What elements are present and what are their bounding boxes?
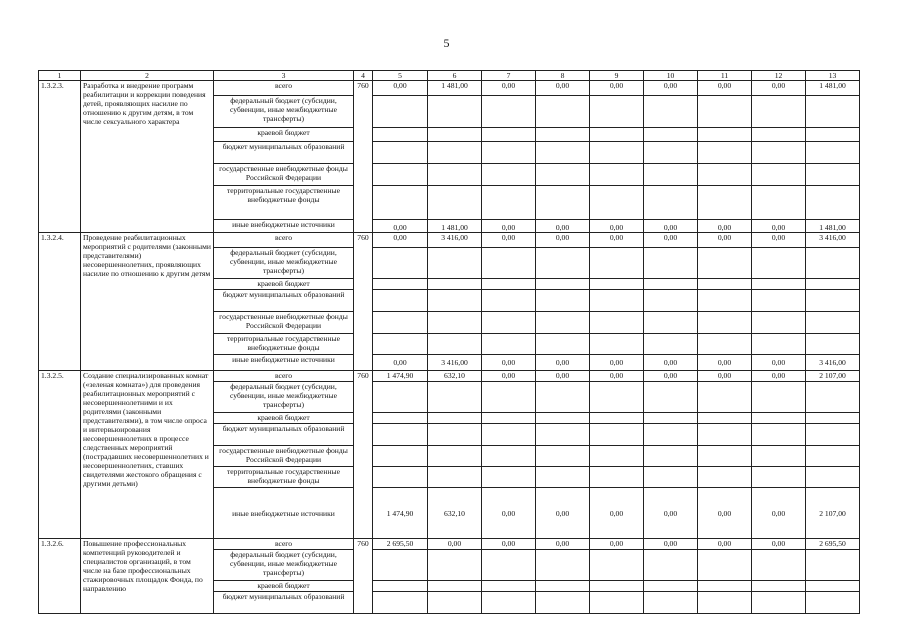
column-header: 5 bbox=[373, 71, 428, 81]
value-cell bbox=[698, 96, 752, 128]
value-cell bbox=[806, 382, 860, 413]
row-code: 1.3.2.5. bbox=[39, 371, 81, 539]
value-cell bbox=[698, 467, 752, 488]
row-col4: 760 bbox=[354, 81, 373, 233]
value-cell bbox=[373, 248, 428, 279]
value-cell bbox=[644, 164, 698, 186]
value-cell bbox=[806, 581, 860, 592]
value-cell bbox=[752, 186, 806, 220]
value-cell bbox=[373, 382, 428, 413]
value-cell bbox=[698, 446, 752, 467]
value-cell bbox=[428, 142, 482, 164]
value-cell: 2 695,50 bbox=[373, 539, 428, 550]
table-row bbox=[39, 539, 860, 550]
funding-source: государственные внебюджетные фонды Российской Федерации bbox=[214, 446, 354, 467]
value-cell bbox=[752, 413, 806, 424]
value-cell bbox=[482, 164, 536, 186]
value-cell bbox=[536, 248, 590, 279]
value-cell bbox=[806, 164, 860, 186]
value-cell: 0,00 bbox=[482, 81, 536, 96]
funding-source: краевой бюджет bbox=[214, 413, 354, 424]
value-cell bbox=[590, 142, 644, 164]
column-header: 3 bbox=[214, 71, 354, 81]
table-row bbox=[39, 233, 860, 248]
funding-source: государственные внебюджетные фонды Российской Федерации bbox=[214, 164, 354, 186]
value-cell: 0,00 bbox=[644, 539, 698, 550]
value-cell bbox=[644, 550, 698, 581]
value-cell bbox=[644, 592, 698, 614]
funding-source: краевой бюджет bbox=[214, 279, 354, 290]
value-cell bbox=[482, 128, 536, 142]
column-header: 13 bbox=[806, 71, 860, 81]
value-cell bbox=[698, 186, 752, 220]
value-cell bbox=[373, 279, 428, 290]
funding-source: территориальные государственные внебюджетные фонды bbox=[214, 186, 354, 220]
column-header: 7 bbox=[482, 71, 536, 81]
value-cell bbox=[590, 334, 644, 355]
value-cell bbox=[428, 164, 482, 186]
value-cell: 0,00 bbox=[482, 539, 536, 550]
funding-source: федеральный бюджет (субсидии, субвенции, иные межбюджетные трансферты) bbox=[214, 248, 354, 279]
value-cell bbox=[806, 413, 860, 424]
value-cell: 3 416,00 bbox=[806, 355, 860, 371]
row-name: Проведение реабилитационных мероприятий с родителями (законными представителями) несовершеннолетних, проявляющих насилие по отношению к другим детям bbox=[81, 233, 214, 371]
funding-source: краевой бюджет bbox=[214, 581, 354, 592]
value-cell: 1 474,90 bbox=[373, 488, 428, 539]
value-cell: 0,00 bbox=[698, 539, 752, 550]
value-cell bbox=[644, 142, 698, 164]
column-header: 1 bbox=[39, 71, 81, 81]
value-cell bbox=[536, 96, 590, 128]
row-code: 1.3.2.4. bbox=[39, 233, 81, 371]
value-cell: 0,00 bbox=[698, 371, 752, 382]
value-cell bbox=[806, 186, 860, 220]
funding-source: всего bbox=[214, 81, 354, 96]
value-cell bbox=[482, 446, 536, 467]
value-cell bbox=[752, 592, 806, 614]
value-cell bbox=[644, 446, 698, 467]
value-cell: 2 107,00 bbox=[806, 371, 860, 382]
value-cell: 0,00 bbox=[752, 539, 806, 550]
value-cell: 1 481,00 bbox=[806, 81, 860, 96]
value-cell bbox=[806, 312, 860, 334]
value-cell bbox=[698, 592, 752, 614]
funding-source: бюджет муниципальных образований bbox=[214, 290, 354, 312]
value-cell bbox=[644, 581, 698, 592]
value-cell: 632,10 bbox=[428, 488, 482, 539]
page-number: 5 bbox=[443, 36, 450, 50]
value-cell bbox=[644, 382, 698, 413]
value-cell bbox=[536, 334, 590, 355]
value-cell: 3 416,00 bbox=[428, 233, 482, 248]
value-cell: 1 481,00 bbox=[806, 220, 860, 233]
value-cell bbox=[428, 334, 482, 355]
value-cell bbox=[373, 424, 428, 446]
value-cell: 0,00 bbox=[536, 220, 590, 233]
value-cell bbox=[428, 424, 482, 446]
value-cell bbox=[698, 164, 752, 186]
value-cell: 0,00 bbox=[644, 371, 698, 382]
value-cell bbox=[482, 467, 536, 488]
funding-source: территориальные государственные внебюджетные фонды bbox=[214, 334, 354, 355]
value-cell bbox=[428, 413, 482, 424]
funding-source: федеральный бюджет (субсидии, субвенции, иные межбюджетные трансферты) bbox=[214, 550, 354, 581]
value-cell: 0,00 bbox=[698, 488, 752, 539]
value-cell bbox=[698, 334, 752, 355]
value-cell: 3 416,00 bbox=[806, 233, 860, 248]
value-cell bbox=[373, 581, 428, 592]
value-cell bbox=[536, 382, 590, 413]
value-cell bbox=[752, 581, 806, 592]
value-cell bbox=[644, 96, 698, 128]
value-cell bbox=[752, 550, 806, 581]
value-cell bbox=[644, 279, 698, 290]
value-cell bbox=[590, 164, 644, 186]
value-cell bbox=[428, 592, 482, 614]
value-cell: 0,00 bbox=[590, 488, 644, 539]
value-cell bbox=[373, 592, 428, 614]
value-cell bbox=[698, 424, 752, 446]
value-cell bbox=[698, 413, 752, 424]
value-cell: 0,00 bbox=[482, 233, 536, 248]
value-cell bbox=[752, 312, 806, 334]
value-cell bbox=[644, 334, 698, 355]
value-cell: 0,00 bbox=[482, 371, 536, 382]
value-cell bbox=[428, 467, 482, 488]
value-cell: 1 474,90 bbox=[373, 371, 428, 382]
value-cell bbox=[698, 290, 752, 312]
row-name: Повышение профессиональных компетенций руководителей и специалистов организаций, в том числе на базе профессиональных стажировочных площадок Фонда, по направлению bbox=[81, 539, 214, 614]
column-number-row bbox=[39, 71, 860, 81]
budget-table bbox=[38, 70, 860, 614]
value-cell: 0,00 bbox=[698, 355, 752, 371]
value-cell bbox=[806, 592, 860, 614]
value-cell: 0,00 bbox=[698, 233, 752, 248]
funding-source: бюджет муниципальных образований bbox=[214, 592, 354, 614]
value-cell bbox=[644, 424, 698, 446]
value-cell bbox=[806, 467, 860, 488]
value-cell bbox=[698, 142, 752, 164]
value-cell bbox=[373, 550, 428, 581]
value-cell bbox=[482, 248, 536, 279]
value-cell bbox=[536, 164, 590, 186]
value-cell bbox=[482, 290, 536, 312]
value-cell bbox=[536, 279, 590, 290]
row-code: 1.3.2.6. bbox=[39, 539, 81, 614]
value-cell bbox=[536, 550, 590, 581]
value-cell bbox=[482, 186, 536, 220]
value-cell bbox=[428, 186, 482, 220]
value-cell: 0,00 bbox=[590, 233, 644, 248]
value-cell bbox=[590, 382, 644, 413]
value-cell bbox=[590, 424, 644, 446]
column-header: 12 bbox=[752, 71, 806, 81]
value-cell bbox=[806, 334, 860, 355]
value-cell bbox=[590, 186, 644, 220]
value-cell: 0,00 bbox=[482, 220, 536, 233]
value-cell bbox=[644, 290, 698, 312]
column-header: 11 bbox=[698, 71, 752, 81]
value-cell bbox=[590, 550, 644, 581]
value-cell bbox=[428, 128, 482, 142]
value-cell bbox=[536, 581, 590, 592]
value-cell: 0,00 bbox=[752, 220, 806, 233]
value-cell bbox=[806, 96, 860, 128]
column-header: 4 bbox=[354, 71, 373, 81]
value-cell bbox=[644, 186, 698, 220]
value-cell: 0,00 bbox=[536, 81, 590, 96]
funding-source: иные внебюджетные источники bbox=[214, 220, 354, 233]
value-cell bbox=[536, 186, 590, 220]
value-cell bbox=[482, 424, 536, 446]
value-cell: 632,10 bbox=[428, 371, 482, 382]
value-cell bbox=[536, 592, 590, 614]
value-cell bbox=[644, 248, 698, 279]
value-cell bbox=[428, 550, 482, 581]
value-cell: 0,00 bbox=[644, 355, 698, 371]
value-cell bbox=[482, 334, 536, 355]
value-cell bbox=[373, 164, 428, 186]
value-cell: 0,00 bbox=[536, 488, 590, 539]
value-cell: 0,00 bbox=[644, 220, 698, 233]
value-cell bbox=[698, 312, 752, 334]
value-cell bbox=[536, 128, 590, 142]
value-cell bbox=[428, 312, 482, 334]
row-name: Разработка и внедрение программ реабилитации и коррекции поведения детей, проявляющих насилие по отношению к другим детям, в том числе сексуального характера bbox=[81, 81, 214, 233]
value-cell bbox=[752, 96, 806, 128]
value-cell bbox=[590, 96, 644, 128]
value-cell bbox=[806, 446, 860, 467]
value-cell bbox=[698, 128, 752, 142]
value-cell: 0,00 bbox=[698, 81, 752, 96]
value-cell bbox=[590, 413, 644, 424]
value-cell bbox=[806, 142, 860, 164]
value-cell bbox=[590, 592, 644, 614]
column-header: 6 bbox=[428, 71, 482, 81]
value-cell bbox=[373, 128, 428, 142]
value-cell: 3 416,00 bbox=[428, 355, 482, 371]
value-cell bbox=[373, 334, 428, 355]
value-cell: 0,00 bbox=[644, 488, 698, 539]
funding-source: всего bbox=[214, 233, 354, 248]
table-body bbox=[39, 71, 860, 614]
funding-source: территориальные государственные внебюджетные фонды bbox=[214, 467, 354, 488]
funding-source: государственные внебюджетные фонды Российской Федерации bbox=[214, 312, 354, 334]
funding-source: федеральный бюджет (субсидии, субвенции, иные межбюджетные трансферты) bbox=[214, 382, 354, 413]
value-cell bbox=[698, 279, 752, 290]
value-cell bbox=[482, 550, 536, 581]
funding-source: иные внебюджетные источники bbox=[214, 488, 354, 539]
value-cell bbox=[482, 413, 536, 424]
value-cell bbox=[806, 128, 860, 142]
value-cell bbox=[752, 164, 806, 186]
value-cell bbox=[428, 382, 482, 413]
value-cell bbox=[752, 248, 806, 279]
column-header: 10 bbox=[644, 71, 698, 81]
value-cell: 2 107,00 bbox=[806, 488, 860, 539]
value-cell: 0,00 bbox=[698, 220, 752, 233]
value-cell bbox=[536, 467, 590, 488]
value-cell bbox=[482, 142, 536, 164]
value-cell bbox=[373, 96, 428, 128]
funding-source: бюджет муниципальных образований bbox=[214, 424, 354, 446]
value-cell: 0,00 bbox=[644, 233, 698, 248]
value-cell bbox=[482, 96, 536, 128]
value-cell bbox=[806, 290, 860, 312]
row-name: Создание специализированных комнат («зеленая комната») для проведения реабилитационных мероприятий с несовершеннолетними и их родителями (законными представителями), в том числе опроса и интервьюирования несовершеннолетних в процессе следственных мероприятий (пострадавших несовершеннолетних и несовершеннолетних, ставших свидетелями жестокого обращения с другими детьми) bbox=[81, 371, 214, 539]
value-cell bbox=[698, 382, 752, 413]
value-cell bbox=[373, 142, 428, 164]
value-cell bbox=[482, 592, 536, 614]
value-cell bbox=[752, 467, 806, 488]
value-cell bbox=[590, 446, 644, 467]
value-cell bbox=[428, 290, 482, 312]
value-cell bbox=[482, 279, 536, 290]
value-cell: 0,00 bbox=[536, 539, 590, 550]
value-cell bbox=[373, 290, 428, 312]
row-col4: 760 bbox=[354, 371, 373, 539]
value-cell bbox=[536, 142, 590, 164]
value-cell bbox=[644, 312, 698, 334]
table-row bbox=[39, 371, 860, 382]
value-cell bbox=[752, 446, 806, 467]
value-cell: 0,00 bbox=[590, 355, 644, 371]
value-cell: 0,00 bbox=[590, 220, 644, 233]
value-cell bbox=[373, 312, 428, 334]
value-cell bbox=[536, 290, 590, 312]
value-cell bbox=[752, 128, 806, 142]
value-cell: 0,00 bbox=[590, 539, 644, 550]
value-cell bbox=[806, 248, 860, 279]
value-cell: 0,00 bbox=[590, 81, 644, 96]
value-cell bbox=[752, 334, 806, 355]
value-cell bbox=[373, 413, 428, 424]
value-cell: 0,00 bbox=[373, 355, 428, 371]
value-cell bbox=[428, 96, 482, 128]
value-cell bbox=[752, 382, 806, 413]
value-cell bbox=[482, 382, 536, 413]
value-cell: 0,00 bbox=[752, 233, 806, 248]
value-cell: 0,00 bbox=[536, 233, 590, 248]
value-cell bbox=[752, 142, 806, 164]
value-cell bbox=[536, 413, 590, 424]
value-cell bbox=[482, 581, 536, 592]
value-cell: 0,00 bbox=[536, 371, 590, 382]
value-cell bbox=[590, 128, 644, 142]
value-cell bbox=[752, 279, 806, 290]
value-cell bbox=[373, 467, 428, 488]
value-cell bbox=[644, 128, 698, 142]
funding-source: бюджет муниципальных образований bbox=[214, 142, 354, 164]
value-cell bbox=[752, 424, 806, 446]
value-cell bbox=[373, 446, 428, 467]
value-cell: 0,00 bbox=[373, 81, 428, 96]
column-header: 2 bbox=[81, 71, 214, 81]
value-cell bbox=[590, 581, 644, 592]
value-cell bbox=[644, 467, 698, 488]
value-cell: 0,00 bbox=[482, 488, 536, 539]
value-cell bbox=[536, 312, 590, 334]
value-cell: 0,00 bbox=[536, 355, 590, 371]
value-cell bbox=[590, 279, 644, 290]
value-cell: 0,00 bbox=[752, 355, 806, 371]
value-cell: 1 481,00 bbox=[428, 220, 482, 233]
value-cell bbox=[590, 290, 644, 312]
value-cell bbox=[698, 248, 752, 279]
value-cell bbox=[428, 279, 482, 290]
value-cell bbox=[482, 312, 536, 334]
value-cell bbox=[590, 312, 644, 334]
value-cell: 0,00 bbox=[373, 233, 428, 248]
column-header: 8 bbox=[536, 71, 590, 81]
value-cell bbox=[536, 424, 590, 446]
row-code: 1.3.2.3. bbox=[39, 81, 81, 233]
value-cell bbox=[806, 279, 860, 290]
value-cell bbox=[590, 467, 644, 488]
value-cell bbox=[806, 550, 860, 581]
value-cell: 0,00 bbox=[482, 355, 536, 371]
value-cell bbox=[373, 186, 428, 220]
value-cell: 2 695,50 bbox=[806, 539, 860, 550]
value-cell: 0,00 bbox=[752, 371, 806, 382]
value-cell bbox=[590, 248, 644, 279]
funding-source: всего bbox=[214, 539, 354, 550]
funding-source: краевой бюджет bbox=[214, 128, 354, 142]
value-cell bbox=[698, 550, 752, 581]
funding-source: всего bbox=[214, 371, 354, 382]
value-cell: 0,00 bbox=[752, 81, 806, 96]
value-cell: 0,00 bbox=[752, 488, 806, 539]
value-cell bbox=[698, 581, 752, 592]
value-cell bbox=[536, 446, 590, 467]
value-cell: 0,00 bbox=[428, 539, 482, 550]
value-cell: 0,00 bbox=[373, 220, 428, 233]
value-cell bbox=[752, 290, 806, 312]
row-col4: 760 bbox=[354, 539, 373, 614]
value-cell: 0,00 bbox=[644, 81, 698, 96]
value-cell bbox=[428, 581, 482, 592]
value-cell bbox=[806, 424, 860, 446]
value-cell bbox=[644, 413, 698, 424]
table-row bbox=[39, 81, 860, 96]
value-cell bbox=[428, 446, 482, 467]
value-cell: 1 481,00 bbox=[428, 81, 482, 96]
funding-source: федеральный бюджет (субсидии, субвенции, иные межбюджетные трансферты) bbox=[214, 96, 354, 128]
row-col4: 760 bbox=[354, 233, 373, 371]
value-cell: 0,00 bbox=[590, 371, 644, 382]
column-header: 9 bbox=[590, 71, 644, 81]
value-cell bbox=[428, 248, 482, 279]
funding-source: иные внебюджетные источники bbox=[214, 355, 354, 371]
